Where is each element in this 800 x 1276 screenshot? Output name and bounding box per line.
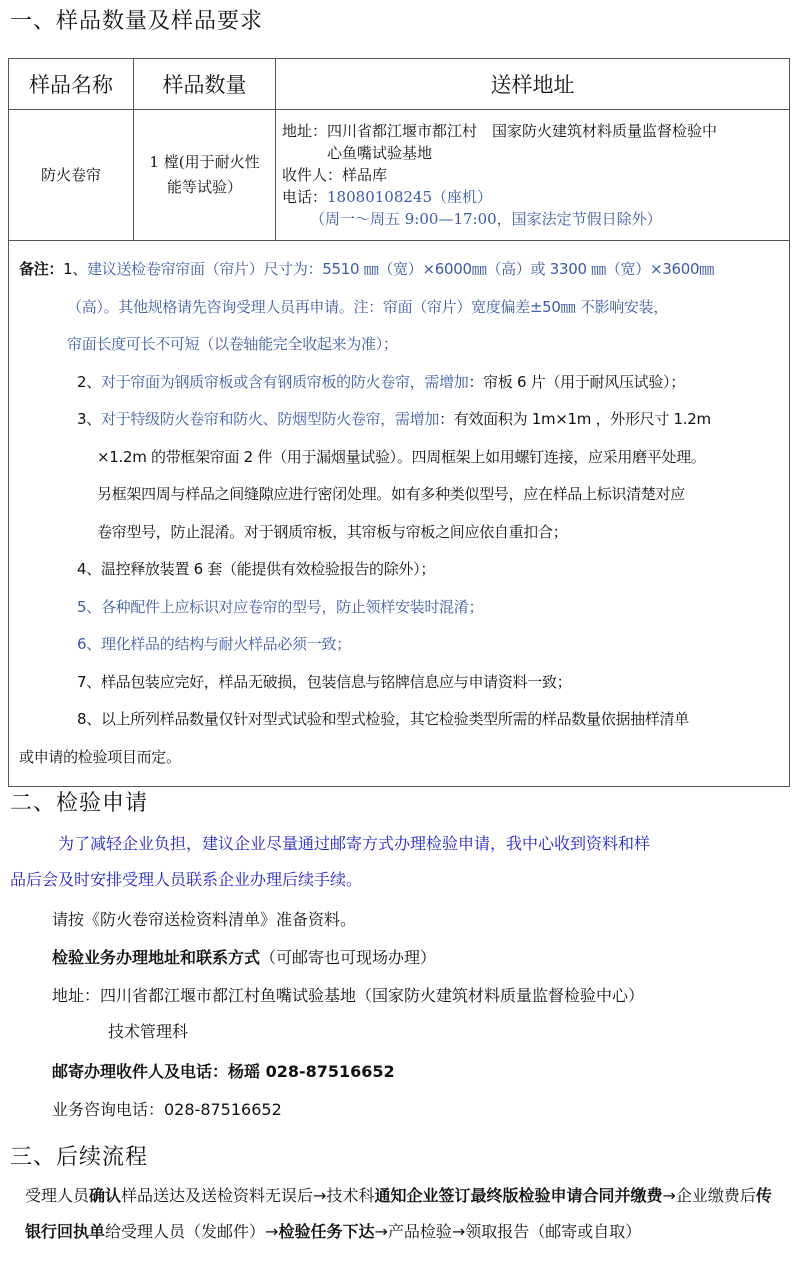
section3-title: 三、后续流程 (10, 1145, 149, 1170)
note-text: 温控释放装置 6 套（能提供有效检验报告的除外）； (100, 560, 436, 578)
header-sample-quantity: 样品数量 (134, 59, 276, 110)
note-item-3-cont: ×1.2m 的带框架帘面 2 件（用于漏烟量试验）。四周框架上如用螺钉连接，应采用磨平处理。 (97, 447, 706, 466)
flow-segment-bold: 确认 (89, 1186, 122, 1205)
note-prefix: 8、 (77, 710, 101, 728)
note-text: 以上所列样品数量仅针对型式试验和型式检验，其它检验类型所需的样品数量依据抽样清单 (100, 710, 689, 728)
flow-segment: 受理人员 (25, 1186, 90, 1205)
flow-segment-bold: 传银行回执单 (25, 1186, 772, 1241)
flow-segment: →企业缴费后 (662, 1186, 756, 1205)
flow-segment: 样品送达及送检资料无误后→技术科 (121, 1186, 375, 1205)
note-text: ：有效面积为 1m×1m ，外形尺寸 1.2m (439, 410, 711, 428)
note-item-2 (19, 364, 779, 402)
note-item-8 (19, 701, 779, 739)
flow-segment-bold: 通知企业签订最终版检验申请合同并缴费 (374, 1186, 663, 1205)
note-prefix: 2、 (77, 372, 101, 391)
note-item-3 (19, 401, 779, 439)
intro-line: 品后会及时安排受理人员联系企业办理后续手续。 (10, 870, 363, 889)
note-item-8-cont: 或申请的检验项目而定。 (19, 747, 181, 766)
note-item-7 (19, 664, 779, 702)
note-prefix: 6、 (77, 635, 101, 653)
contact-heading-note: （可邮寄也可现场办理） (260, 948, 437, 967)
note-text: 建议送检卷帘帘面（帘片）尺寸为：5510 ㎜（宽）×6000㎜（高）或 3300 ㎜（宽）×3600㎜ (87, 260, 714, 278)
recipient: 收件人：样品库 (282, 166, 388, 184)
note-text: ：帘板 6 片（用于耐风压试验）； (468, 372, 685, 391)
cell-sample-name: 防火卷帘 (9, 110, 134, 241)
note-item-3-cont: 另框架四周与样品之间缝隙应进行密闭处理。如有多种类似型号，应在样品上标识清楚对应 (97, 485, 686, 503)
notes-label: 备注： (19, 260, 64, 278)
note-item-4 (19, 551, 779, 589)
header-delivery-address: 送样地址 (276, 59, 790, 110)
note-item-1-cont: （高）。其他规格请先咨询受理人员再申请。注：帘面（帘片）宽度偏差±50㎜ 不影响安装， (67, 297, 669, 316)
flow-segment-bold: 检验任务下达 (278, 1222, 375, 1241)
note-prefix: 3、 (77, 410, 101, 428)
address-line-cont: 技术管理科 (108, 1022, 189, 1041)
address-line: 地址：四川省都江堰市都江村 国家防火建筑材料质量监督检验中 (282, 122, 718, 140)
section2-title: 二、检验申请 (10, 791, 149, 816)
flow-segment: →产品检验→领取报告（邮寄或自取） (374, 1222, 642, 1241)
note-text-blue: 对于帘面为钢质帘板或含有钢质帘板的防火卷帘，需增加 (100, 372, 469, 391)
address-line-cont: 心鱼嘴试验基地 (327, 144, 433, 162)
follow-up-process-text (25, 1178, 785, 1250)
consult-phone: 业务咨询电话：028-87516652 (52, 1100, 282, 1119)
note-item-3-cont: 卷帘型号，防止混淆。对于钢质帘板，其帘板与帘板之间应依自重扣合； (97, 522, 568, 541)
phone-label: 电话： (282, 188, 328, 206)
table-row (9, 110, 790, 241)
mail-contact: 邮寄办理收件人及电话：杨瑶 028-87516652 (52, 1062, 395, 1081)
prepare-docs-text: 请按《防火卷帘送检资料清单》准备资料。 (52, 910, 357, 929)
notes-row (9, 241, 790, 787)
note-prefix: 5、 (77, 597, 101, 616)
section2-intro (10, 826, 790, 898)
office-hours: （周一～周五 9:00—17:00，国家法定节假日除外） (310, 210, 662, 228)
cell-sample-quantity (134, 110, 276, 241)
note-text-blue: 对于特级防火卷帘和防火、防烟型防火卷帘，需增加 (100, 410, 440, 428)
note-text: 理化样品的结构与耐火样品必须一致； (100, 635, 351, 653)
table-header-row (9, 59, 790, 110)
sample-requirements-table (8, 58, 790, 787)
quantity-line: 能等试验） (166, 178, 242, 196)
notes-cell (9, 241, 790, 787)
section1-title: 一、样品数量及样品要求 (10, 9, 264, 34)
intro-line: 为了减轻企业负担，建议企业尽量通过邮寄方式办理检验申请，我中心收到资料和样 (58, 834, 651, 853)
note-prefix: 7、 (77, 672, 101, 691)
note-item-5 (19, 589, 779, 627)
note-item-1 (19, 251, 779, 289)
note-text: 样品包装应完好，样品无破损，包装信息与铭牌信息应与申请资料一致； (100, 672, 572, 691)
note-prefix: 4、 (77, 560, 101, 578)
quantity-line: 1 樘(用于耐火性 (149, 153, 260, 171)
address-line: 地址：四川省都江堰市都江村鱼嘴试验基地（国家防火建筑材料质量监督检验中心） (52, 986, 645, 1005)
header-sample-name: 样品名称 (9, 59, 134, 110)
note-text: 各种配件上应标识对应卷帘的型号，防止领样安装时混淆； (100, 597, 484, 616)
contact-heading (52, 940, 436, 976)
flow-segment: 给受理人员（发邮件）→ (105, 1222, 279, 1241)
phone (282, 186, 783, 208)
note-prefix: 1、 (63, 260, 88, 278)
note-item-6 (19, 626, 779, 664)
note-item-1-cont: 帘面长度可长不可短（以卷轴能完全收起来为准）； (67, 335, 398, 353)
cell-delivery-address (276, 110, 790, 241)
phone-value: 18080108245（座机） (327, 188, 492, 206)
contact-heading-bold: 检验业务办理地址和联系方式 (52, 948, 261, 967)
